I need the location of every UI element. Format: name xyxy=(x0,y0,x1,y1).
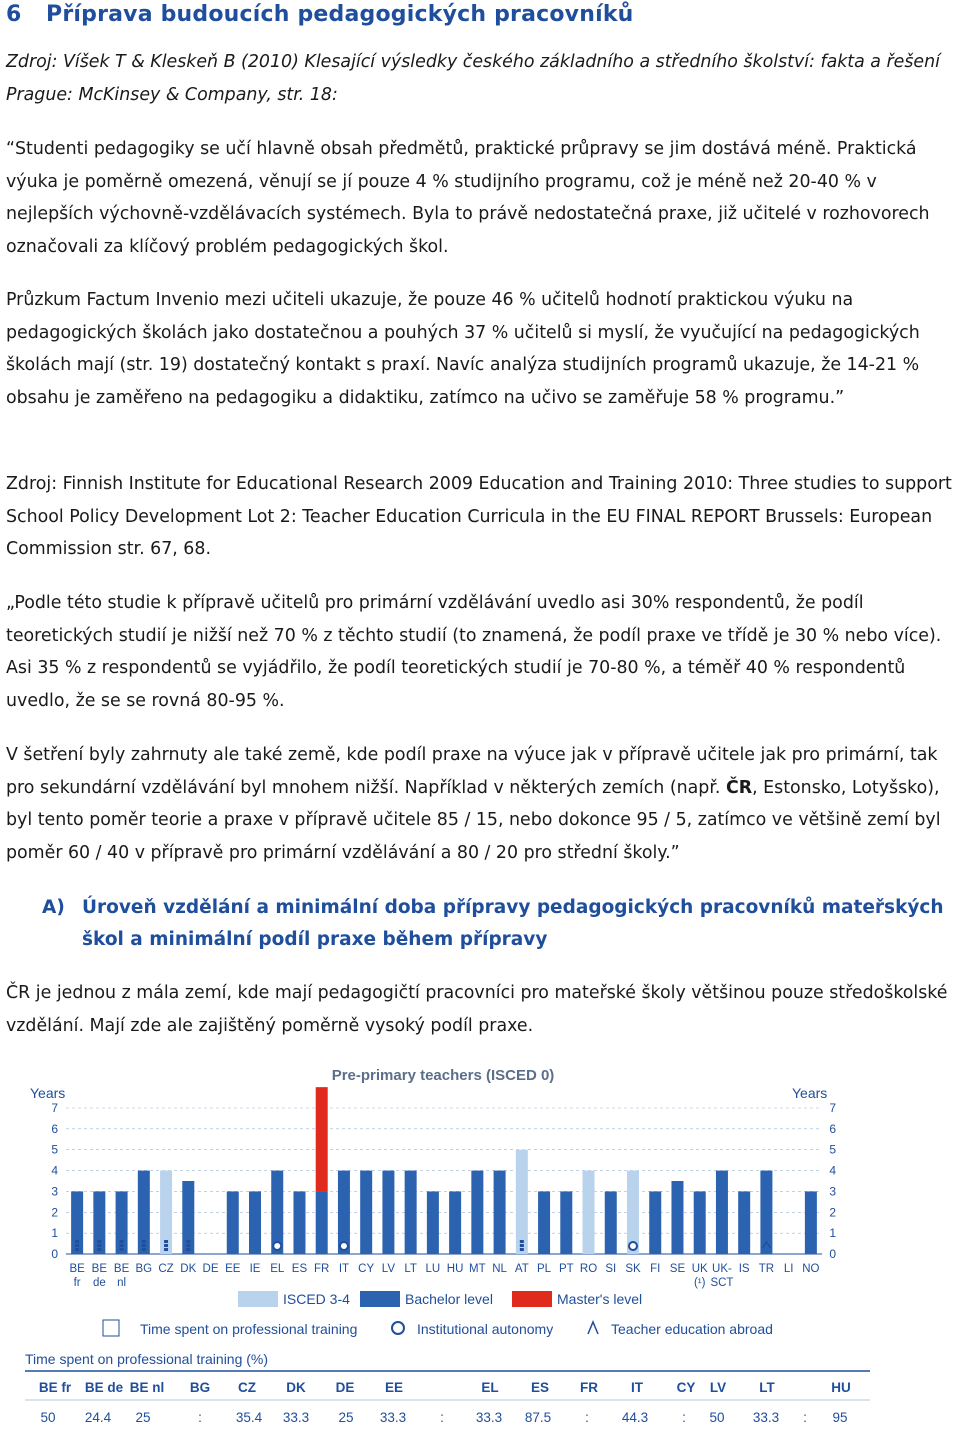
y-tick-right: 1 xyxy=(829,1226,836,1241)
practice-marker xyxy=(142,1248,146,1251)
source-citation-1: Zdroj: Víšek T & Kleskeň B (2010) Klesající výsledky českého základního a středního školství: fakta a řešení Prague: McKinsey & Company, str. 18: xyxy=(6,52,940,105)
bar-bachelor-level xyxy=(227,1191,239,1254)
table-header-cell: FR xyxy=(580,1380,598,1395)
y-tick-right: 6 xyxy=(829,1121,836,1136)
x-tick-label-sub: fr xyxy=(73,1277,81,1289)
x-tick-label: UK xyxy=(691,1263,708,1275)
table-value-cell: : xyxy=(198,1410,202,1425)
bar-bachelor-level xyxy=(671,1181,683,1254)
practice-marker xyxy=(142,1240,146,1243)
table-value-cell: : xyxy=(682,1410,686,1425)
table-header-cell: HU xyxy=(831,1380,851,1395)
legend-swatch-master xyxy=(512,1291,552,1307)
y-tick-left: 3 xyxy=(51,1184,58,1199)
table-value-cell: 50 xyxy=(40,1410,56,1425)
x-tick-label: LT xyxy=(404,1263,417,1275)
table-header-cell: CY xyxy=(676,1380,696,1395)
bar-bachelor-level xyxy=(449,1191,461,1254)
table-value-cell: 25 xyxy=(135,1410,151,1425)
table-header-cell: BG xyxy=(189,1380,211,1395)
y-tick-right: 2 xyxy=(829,1205,836,1220)
closing-paragraph: ČR je jednou z mála zemí, kde mají pedagogičtí pracovníci pro mateřské školy většinou pouze středoškolské vzdělání. Mají zde ale zajištěný poměrně vysoký podíl praxe. xyxy=(6,983,948,1036)
table-value-cell: 35.4 xyxy=(235,1410,263,1425)
y-tick-right: 5 xyxy=(829,1142,836,1157)
legend-label-isced: ISCED 3-4 xyxy=(283,1291,350,1307)
x-tick-label-sub: (¹) xyxy=(693,1277,706,1289)
y-tick-left: 4 xyxy=(51,1163,58,1178)
legend-icon-abroad xyxy=(588,1322,598,1334)
y-axis-title-left: Years xyxy=(30,1085,66,1101)
table-value-cell: 33.3 xyxy=(379,1410,407,1425)
bar-bachelor-level xyxy=(249,1191,261,1254)
practice-marker xyxy=(120,1240,124,1243)
x-tick-label: AT xyxy=(514,1263,529,1275)
table-value-cell: : xyxy=(440,1410,444,1425)
practice-marker xyxy=(520,1244,524,1247)
x-tick-label: BE xyxy=(91,1263,108,1275)
legend-label-abroad: Teacher education abroad xyxy=(611,1321,773,1337)
table-value-cell: 33.3 xyxy=(475,1410,503,1425)
bar-bachelor-level xyxy=(494,1171,506,1254)
y-axis-title-right: Years xyxy=(792,1085,828,1101)
practice-marker xyxy=(520,1240,524,1243)
practice-marker xyxy=(120,1244,124,1247)
x-tick-label: FR xyxy=(314,1263,330,1275)
y-tick-right: 7 xyxy=(829,1101,836,1115)
legend-label-autonomy: Institutional autonomy xyxy=(417,1321,554,1337)
x-tick-label: SI xyxy=(605,1263,617,1275)
x-tick-label-sub: nl xyxy=(117,1277,127,1289)
bar-master-s-level xyxy=(316,1087,328,1191)
x-tick-label: LI xyxy=(783,1263,794,1275)
pre-primary-figure xyxy=(0,1058,954,1430)
x-tick-label: CZ xyxy=(158,1263,174,1275)
table-value-cell: 44.3 xyxy=(621,1410,649,1425)
table-header-cell: EE xyxy=(384,1380,404,1395)
y-tick-left: 7 xyxy=(51,1101,58,1115)
bar-bachelor-level xyxy=(182,1181,194,1254)
table-value-cell: : xyxy=(585,1410,589,1425)
practice-marker xyxy=(75,1244,79,1247)
practice-marker xyxy=(186,1244,190,1247)
x-tick-label: HU xyxy=(446,1263,464,1275)
table-header-cell: ES xyxy=(530,1380,550,1395)
autonomy-marker xyxy=(340,1242,348,1250)
table-value-cell: 50 xyxy=(709,1410,725,1425)
y-tick-left: 1 xyxy=(51,1226,58,1241)
table-header-cell: BE fr xyxy=(38,1380,72,1395)
subsection-title: Úroveň vzdělání a minimální doba přípravy pedagogických pracovníků mateřských škol a minimální podíl praxe během přípravy xyxy=(82,897,944,950)
table-value-cell: 87.5 xyxy=(524,1410,552,1425)
x-tick-label: LU xyxy=(425,1263,441,1275)
practice-marker xyxy=(97,1244,101,1247)
legend-swatch-time-spent xyxy=(103,1320,119,1336)
practice-marker xyxy=(97,1240,101,1243)
x-tick-label: PT xyxy=(558,1263,574,1275)
bar-bachelor-level xyxy=(694,1191,706,1254)
bar-isced-3-4 xyxy=(516,1150,528,1254)
x-tick-label: BE xyxy=(69,1263,85,1275)
bar-bachelor-level xyxy=(360,1171,372,1254)
table-value-cell: 25 xyxy=(338,1410,354,1425)
y-tick-right: 4 xyxy=(829,1163,836,1178)
chart-title: Pre-primary teachers (ISCED 0) xyxy=(331,1067,555,1084)
section-heading xyxy=(6,2,634,27)
legend-swatch-isced xyxy=(238,1291,278,1307)
x-tick-label: SE xyxy=(669,1263,686,1275)
table-header-cell: DK xyxy=(286,1380,306,1395)
legend-label-master: Master's level xyxy=(557,1291,643,1307)
table-header-cell: LT xyxy=(759,1380,775,1395)
table-value-cell: 95 xyxy=(832,1410,848,1425)
bar-bachelor-level xyxy=(805,1191,817,1254)
bar-bachelor-level xyxy=(649,1191,661,1254)
x-tick-label: BG xyxy=(135,1263,153,1275)
x-tick-label: DE xyxy=(202,1263,219,1275)
x-tick-label-sub: de xyxy=(92,1277,106,1289)
y-tick-right: 3 xyxy=(829,1184,836,1199)
x-tick-label: MT xyxy=(469,1263,486,1275)
x-tick-label: LV xyxy=(381,1263,396,1275)
x-tick-label: IS xyxy=(738,1263,750,1275)
practice-marker xyxy=(120,1248,124,1251)
autonomy-marker xyxy=(629,1242,637,1250)
bar-bachelor-level xyxy=(293,1191,305,1254)
x-tick-label: FI xyxy=(650,1263,661,1275)
table-value-cell: 33.3 xyxy=(282,1410,310,1425)
quote-paragraph-3: „Podle této studie k přípravě učitelů pro primární vzdělávání uvedlo asi 30% respondentů, že podíl teoretických studií je nižší než 70 % z těchto studií (to znamená, že podíl praxe ve třídě je 30 % nebo více). Asi 35 % z respondentů se vyjádřilo, že podíl teoretických studií je 70-80 %, a téměř 40 % respondentů uvedlo, že se se rovná 80-95 %. xyxy=(6,593,942,711)
bar-bachelor-level xyxy=(716,1171,728,1254)
x-tick-label: ES xyxy=(291,1263,308,1275)
practice-marker xyxy=(164,1248,168,1251)
section-title: Příprava budoucích pedagogických pracovníků xyxy=(46,2,634,27)
x-tick-label: IT xyxy=(338,1263,350,1275)
table-value-cell: 33.3 xyxy=(752,1410,780,1425)
practice-marker xyxy=(164,1240,168,1243)
table-header-cell: IT xyxy=(631,1380,643,1395)
bar-isced-3-4 xyxy=(583,1171,595,1254)
x-tick-label: RO xyxy=(579,1263,598,1275)
x-tick-label: NL xyxy=(492,1263,507,1275)
table-title: Time spent on professional training (%) xyxy=(25,1351,269,1367)
table-value-cell: : xyxy=(803,1410,807,1425)
autonomy-marker xyxy=(273,1242,281,1250)
y-tick-left: 0 xyxy=(51,1247,58,1261)
y-tick-left: 5 xyxy=(51,1142,58,1157)
bar-bachelor-level xyxy=(738,1191,750,1254)
x-tick-label: EL xyxy=(270,1263,285,1275)
practice-marker xyxy=(142,1244,146,1247)
quote4-bold: ČR xyxy=(725,777,753,798)
table-header-cell: LV xyxy=(709,1380,727,1395)
source-citation-2: Zdroj: Finnish Institute for Educational Research 2009 Education and Training 2010: Three studies to support School Policy Development Lot 2: Teacher Education Curricula in the EU FINAL REPORT Brussels: European Commission str. 67, 68. xyxy=(6,474,952,559)
practice-marker xyxy=(520,1248,524,1251)
x-tick-label: IE xyxy=(249,1263,261,1275)
x-tick-label: UK- xyxy=(712,1263,732,1275)
table-header-cell: BE de xyxy=(84,1380,124,1395)
practice-marker xyxy=(75,1240,79,1243)
table-header-cell: BE nl xyxy=(129,1380,165,1395)
x-tick-label: NO xyxy=(802,1263,820,1275)
x-tick-label: DK xyxy=(180,1263,197,1275)
practice-marker xyxy=(186,1248,190,1251)
legend-label-time-spent: Time spent on professional training xyxy=(140,1321,358,1337)
y-tick-left: 2 xyxy=(51,1205,58,1220)
bar-bachelor-level xyxy=(471,1171,483,1254)
table-header-cell: EL xyxy=(481,1380,499,1395)
section-number: 6 xyxy=(6,2,22,27)
table-header-cell: DE xyxy=(335,1380,355,1395)
bar-bachelor-level xyxy=(316,1191,328,1254)
practice-marker xyxy=(97,1248,101,1251)
pre-primary-chart xyxy=(0,1058,954,1430)
x-tick-label: EE xyxy=(225,1263,241,1275)
bar-bachelor-level xyxy=(405,1171,417,1254)
bar-bachelor-level xyxy=(605,1191,617,1254)
y-tick-left: 6 xyxy=(51,1121,58,1136)
x-tick-label: BE xyxy=(113,1263,130,1275)
quote-paragraph-4 xyxy=(6,739,954,869)
bar-bachelor-level xyxy=(560,1191,572,1254)
subsection-label: A) xyxy=(42,897,65,918)
y-tick-right: 0 xyxy=(829,1247,836,1261)
bar-bachelor-level xyxy=(538,1191,550,1254)
quote4-part-b: , Estonsko, Lotyšsko), byl tento poměr teorie a praxe v přípravě učitele 85 / 15, nebo dokonce 95 / 5, zatímco ve většině zemí byl poměr 60 / 40 v přípravě pro primární vzdělávání a 80 / 20 pro střední školy.” xyxy=(6,777,941,863)
legend-icon-autonomy xyxy=(392,1322,404,1334)
x-tick-label: PL xyxy=(537,1263,552,1275)
practice-marker xyxy=(164,1244,168,1247)
legend-swatch-bachelor xyxy=(360,1291,400,1307)
quote-paragraph-1: “Studenti pedagogiky se učí hlavně obsah předmětů, praktické průpravy se jim dostává méně. Praktická výuka je poměrně omezená, věnují se jí pouze 4 % studijního programu, což je méně než 20-40 % v nejlepších výchovně-vzdělávacích systémech. Byla to právě nedostatečná praxe, již učitelé v rozhovorech označovali za klíčový problém pedagogických škol. xyxy=(6,139,930,257)
practice-marker xyxy=(186,1240,190,1243)
bar-bachelor-level xyxy=(427,1191,439,1254)
table-value-cell: 24.4 xyxy=(84,1410,112,1425)
bar-bachelor-level xyxy=(382,1171,394,1254)
table-header-cell: CZ xyxy=(238,1380,256,1395)
x-tick-label-sub: SCT xyxy=(710,1277,734,1289)
x-tick-label: CY xyxy=(358,1263,375,1275)
quote4-part-a: V šetření byly zahrnuty ale také země, kde podíl praxe na výuce jak v přípravě učitele jak pro primární, tak pro sekundární vzdělávání byl mnohem nižší. Například v některých zemích (např. xyxy=(6,745,938,798)
x-tick-label: SK xyxy=(625,1263,641,1275)
x-tick-label: TR xyxy=(758,1263,775,1275)
legend-label-bachelor: Bachelor level xyxy=(405,1291,493,1307)
practice-marker xyxy=(75,1248,79,1251)
quote-paragraph-2: Průzkum Factum Invenio mezi učiteli ukazuje, že pouze 46 % učitelů hodnotí praktickou výuku na pedagogických školách jako dostatečnou a pouhých 37 % učitelů si myslí, že vyučující na pedagogických školách mají (str. 19) dostatečný kontakt s praxí. Navíc analýza studijních programů ukazuje, že 14-21 % obsahu je zaměřeno na pedagogiku a didaktiku, zatímco na učivo se zaměřuje 58 % programu.” xyxy=(6,290,920,408)
